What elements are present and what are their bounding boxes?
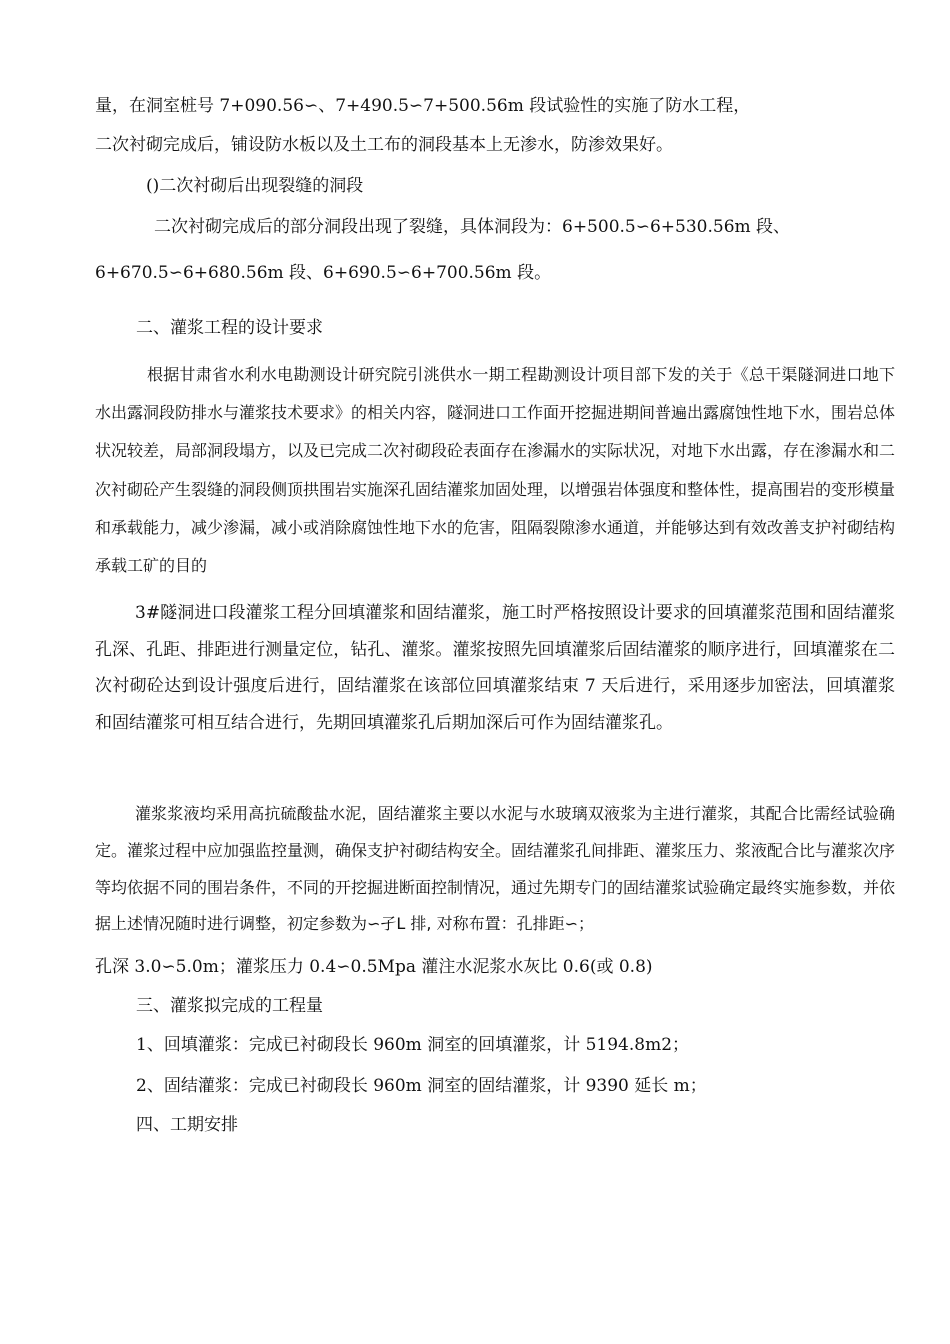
paragraph: 根据甘肃省水利水电勘测设计研究院引洮供水一期工程勘测设计项目部下发的关于《总干渠隧洞进口地下水出露洞段防排水与灌浆技术要求》的相关内容，隧洞进口工作面开挖掘进期间普遍出露腐蚀性地下水，围岩总体状况较差，局部洞段塌方，以及已完成二次衬砌段砼表面存在渗漏水的实际状况，对地下水出露，存在渗漏水和二次衬砌砼产生裂缝的洞段侧顶拱围岩实施深孔固结灌浆加固处理，以增强岩体强度和整体性，提高围岩的变形模量和承载能力，减少渗漏，减小或消除腐蚀性地下水的危害，阻隔裂隙渗水通道，并能够达到有效改善支护衬砌结构承载工矿的目的: [95, 365, 896, 576]
section-heading: 二、灌浆工程的设计要求: [136, 318, 323, 338]
list-item: 1、回填灌浆：完成已衬砌段长 960m 洞室的回填灌浆，计 5194.8m2；: [136, 1035, 690, 1055]
list-item: 2、固结灌浆：完成已衬砌段长 960m 洞室的固结灌浆，计 9390 延长 m；: [136, 1076, 707, 1096]
paragraph: 灌浆浆液均采用高抗硫酸盐水泥，固结灌浆主要以水泥与水玻璃双液浆为主进行灌浆，其配合比需经试验确定。灌浆过程中应加强监控量测，确保支护衬砌结构安全。固结灌浆孔间排距、灌浆压力、浆液配合比与灌浆次序等均依据不同的围岩条件，不同的开挖掘进断面控制情况，通过先期专门的固结灌浆试验确定最终实施参数，并依据上述情况随时进行调整，初定参数为∽孑L 排, 对称布置：孔排距∽；: [95, 804, 896, 934]
paragraph-line: 6+670.5∽6+680.56m 段、6+690.5∽6+700.56m 段。: [95, 263, 552, 283]
section-heading: 四、工期安排: [136, 1115, 238, 1135]
paragraph-line: 二次衬砌完成后的部分洞段出现了裂缝，具体洞段为：6+500.5∽6+530.56m 段、: [154, 217, 791, 237]
sub-heading: ()二次衬砌后出现裂缝的洞段: [146, 176, 364, 196]
paragraph-line: 二次衬砌完成后，铺设防水板以及土工布的洞段基本上无渗水，防渗效果好。: [95, 135, 673, 155]
paragraph-line: 孔深 3.0∽5.0m；灌浆压力 0.4∽0.5Mpa 灌注水泥浆水灰比 0.6(或 0.8): [95, 957, 653, 977]
section-heading: 三、灌浆拟完成的工程量: [136, 996, 323, 1016]
paragraph-line: 量，在洞室桩号 7+090.56∽、7+490.5∽7+500.56m 段试验性的实施了防水工程，: [95, 96, 751, 116]
paragraph: 3#隧洞进口段灌浆工程分回填灌浆和固结灌浆，施工时严格按照设计要求的回填灌浆范围和固结灌浆孔深、孔距、排距进行测量定位，钻孔、灌浆。灌浆按照先回填灌浆后固结灌浆的顺序进行，回填灌浆在二次衬砌砼达到设计强度后进行，固结灌浆在该部位回填灌浆结束 7 天后进行，采用逐步加密法，回填灌浆和固结灌浆可相互结合进行，先期回填灌浆孔后期加深后可作为固结灌浆孔。: [95, 603, 895, 733]
